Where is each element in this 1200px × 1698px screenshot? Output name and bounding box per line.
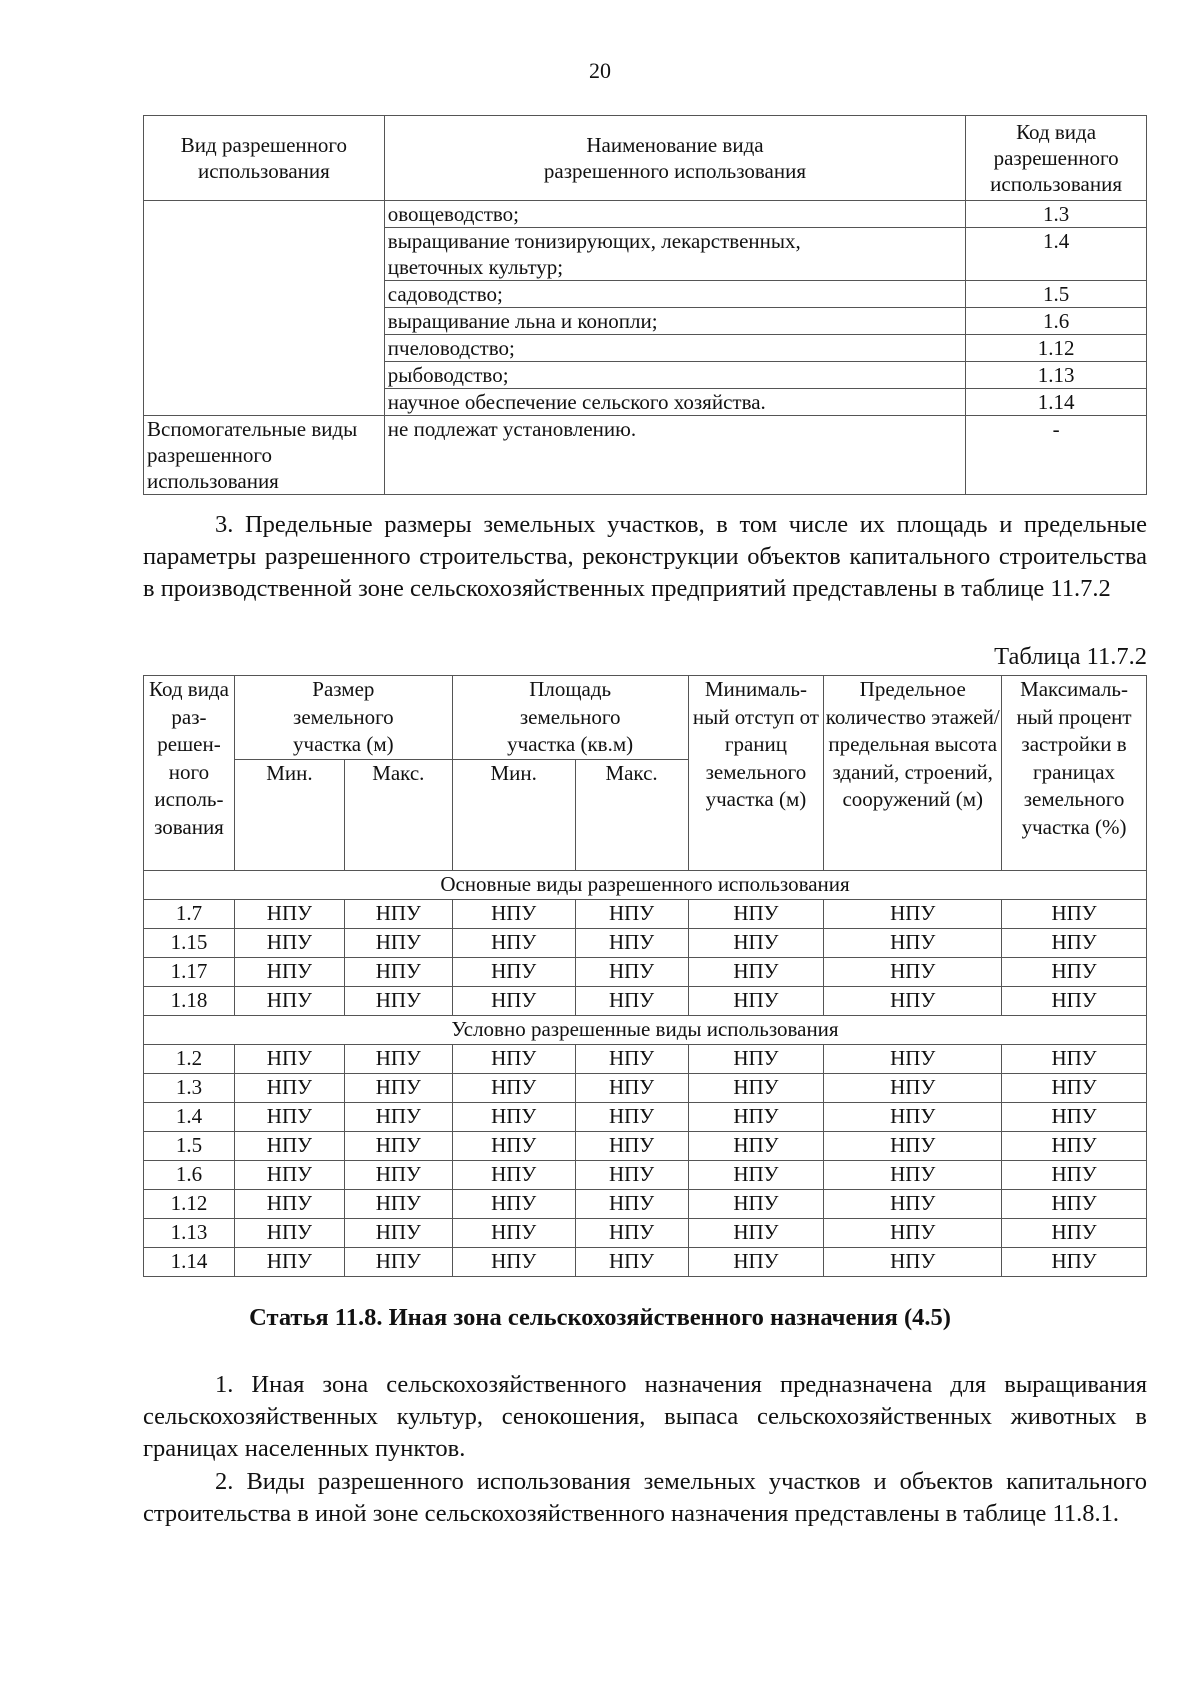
row-value: НПУ	[824, 1247, 1002, 1276]
table-row	[144, 1189, 1147, 1218]
row-value: НПУ	[344, 957, 452, 986]
table-row	[144, 1073, 1147, 1102]
row-value: НПУ	[452, 1044, 575, 1073]
row-value: НПУ	[234, 1189, 344, 1218]
row-value: НПУ	[1002, 928, 1147, 957]
use-code: 1.12	[966, 335, 1147, 362]
row-value: НПУ	[234, 1073, 344, 1102]
row-value: НПУ	[824, 986, 1002, 1015]
row-value: НПУ	[452, 1073, 575, 1102]
row-value: НПУ	[688, 1218, 824, 1247]
table-caption: Таблица 11.7.2	[994, 643, 1147, 670]
table-row	[144, 899, 1147, 928]
row-value: НПУ	[688, 899, 824, 928]
header-min-offset: Минималь-ный отступ от границ земельного участка (м)	[688, 676, 824, 871]
page-number: 20	[589, 58, 611, 83]
row-value: НПУ	[688, 957, 824, 986]
row-value: НПУ	[234, 1131, 344, 1160]
use-name: пчеловодство;	[384, 335, 965, 362]
row-value: НПУ	[1002, 1160, 1147, 1189]
row-code: 1.13	[144, 1218, 235, 1247]
row-value: НПУ	[824, 1189, 1002, 1218]
header-size-max: Макс.	[344, 759, 452, 870]
row-value: НПУ	[1002, 957, 1147, 986]
row-value: НПУ	[688, 986, 824, 1015]
row-code: 1.2	[144, 1044, 235, 1073]
row-value: НПУ	[688, 1131, 824, 1160]
use-name: садоводство;	[384, 281, 965, 308]
section-main: Основные виды разрешенного использования	[144, 870, 1147, 899]
article-paragraph-2: 2. Виды разрешенного использования земельных участков и объектов капитального строительства в иной зоне сельскохозяйственного назначения представлены в таблице 11.8.1.	[143, 1468, 1147, 1527]
row-value: НПУ	[1002, 1102, 1147, 1131]
row-code: 1.17	[144, 957, 235, 986]
row-value: НПУ	[344, 1247, 452, 1276]
row-value: НПУ	[575, 899, 688, 928]
row-value: НПУ	[824, 957, 1002, 986]
permitted-use-table	[143, 115, 1147, 495]
row-value: НПУ	[234, 928, 344, 957]
aux-use-type: Вспомогательные виды разрешенного использования	[144, 416, 385, 495]
header-plot-area: Площадь земельного участка (кв.м)	[452, 676, 688, 760]
empty-type-cell	[144, 201, 385, 416]
table-row	[144, 1160, 1147, 1189]
row-value: НПУ	[234, 1102, 344, 1131]
article-heading: Статья 11.8. Иная зона сельскохозяйственного назначения (4.5)	[249, 1304, 951, 1331]
row-value: НПУ	[1002, 1044, 1147, 1073]
table-row	[144, 1102, 1147, 1131]
row-value: НПУ	[824, 1218, 1002, 1247]
row-value: НПУ	[824, 1131, 1002, 1160]
use-name: рыбоводство;	[384, 362, 965, 389]
row-value: НПУ	[452, 1189, 575, 1218]
row-code: 1.6	[144, 1160, 235, 1189]
row-value: НПУ	[344, 1189, 452, 1218]
header-use-type: Вид разрешенного использования	[144, 116, 385, 201]
use-code: 1.4	[966, 228, 1147, 281]
row-value: НПУ	[575, 957, 688, 986]
row-value: НПУ	[452, 957, 575, 986]
header-use-name: Наименование вида разрешенного использования	[384, 116, 965, 201]
table-row	[144, 1044, 1147, 1073]
row-value: НПУ	[575, 1189, 688, 1218]
row-code: 1.18	[144, 986, 235, 1015]
row-code: 1.5	[144, 1131, 235, 1160]
section-conditional: Условно разрешенные виды использования	[144, 1015, 1147, 1044]
row-value: НПУ	[1002, 986, 1147, 1015]
table-row	[144, 986, 1147, 1015]
row-value: НПУ	[234, 899, 344, 928]
row-code: 1.12	[144, 1189, 235, 1218]
row-value: НПУ	[824, 1073, 1002, 1102]
row-value: НПУ	[824, 1102, 1002, 1131]
row-value: НПУ	[344, 928, 452, 957]
row-value: НПУ	[452, 986, 575, 1015]
table-row	[144, 1247, 1147, 1276]
row-value: НПУ	[452, 1218, 575, 1247]
row-value: НПУ	[234, 957, 344, 986]
row-value: НПУ	[1002, 899, 1147, 928]
row-value: НПУ	[824, 1044, 1002, 1073]
row-value: НПУ	[452, 899, 575, 928]
row-value: НПУ	[824, 899, 1002, 928]
row-value: НПУ	[688, 1247, 824, 1276]
header-plot-size: Размер земельного участка (м)	[234, 676, 452, 760]
row-value: НПУ	[575, 986, 688, 1015]
use-name: выращивание льна и конопли;	[384, 308, 965, 335]
row-value: НПУ	[344, 899, 452, 928]
use-code: 1.6	[966, 308, 1147, 335]
use-name: выращивание тонизирующих, лекарственных, цветочных культур;	[384, 228, 965, 281]
row-value: НПУ	[575, 928, 688, 957]
row-value: НПУ	[452, 928, 575, 957]
header-use-code: Код вида разрешенного использования	[966, 116, 1147, 201]
row-value: НПУ	[452, 1131, 575, 1160]
row-value: НПУ	[234, 1160, 344, 1189]
row-value: НПУ	[234, 1044, 344, 1073]
row-value: НПУ	[344, 1073, 452, 1102]
row-value: НПУ	[234, 1218, 344, 1247]
row-value: НПУ	[575, 1073, 688, 1102]
table-row	[144, 957, 1147, 986]
row-value: НПУ	[688, 1044, 824, 1073]
row-value: НПУ	[344, 986, 452, 1015]
row-value: НПУ	[1002, 1189, 1147, 1218]
row-value: НПУ	[452, 1102, 575, 1131]
row-value: НПУ	[575, 1044, 688, 1073]
table-row	[144, 201, 1147, 228]
aux-use-name: не подлежат установлению.	[384, 416, 965, 495]
row-value: НПУ	[688, 1160, 824, 1189]
paragraph-3: 3. Предельные размеры земельных участков, в том числе их площадь и предельные параметры разрешенного строительства, реконструкции объектов капитального строительства в производственной зоне сельскохозяйственных предприятий представлены в таблице 11.7.2	[143, 511, 1147, 602]
row-value: НПУ	[688, 1102, 824, 1131]
use-code: 1.13	[966, 362, 1147, 389]
row-value: НПУ	[575, 1102, 688, 1131]
row-value: НПУ	[575, 1218, 688, 1247]
row-value: НПУ	[688, 1189, 824, 1218]
row-value: НПУ	[688, 928, 824, 957]
row-value: НПУ	[575, 1247, 688, 1276]
table-row	[144, 1131, 1147, 1160]
table-row	[144, 1218, 1147, 1247]
row-value: НПУ	[575, 1160, 688, 1189]
header-area-min: Мин.	[452, 759, 575, 870]
use-code: 1.5	[966, 281, 1147, 308]
row-value: НПУ	[688, 1073, 824, 1102]
article-paragraph-1: 1. Иная зона сельскохозяйственного назначения предназначена для выращивания сельскохозяйственных культур, сенокошения, выпаса сельскохозяйственных животных в границах населенных пунктов.	[143, 1371, 1147, 1462]
header-area-max: Макс.	[575, 759, 688, 870]
row-code: 1.3	[144, 1073, 235, 1102]
row-value: НПУ	[575, 1131, 688, 1160]
table-row-auxiliary	[144, 416, 1147, 495]
row-code: 1.4	[144, 1102, 235, 1131]
use-code: 1.3	[966, 201, 1147, 228]
row-value: НПУ	[234, 1247, 344, 1276]
row-value: НПУ	[824, 928, 1002, 957]
use-name: овощеводство;	[384, 201, 965, 228]
header-code: Код вида раз-решен-ного исполь-зования	[144, 676, 235, 871]
row-value: НПУ	[452, 1160, 575, 1189]
row-value: НПУ	[1002, 1247, 1147, 1276]
use-name: научное обеспечение сельского хозяйства.	[384, 389, 965, 416]
row-value: НПУ	[344, 1131, 452, 1160]
row-value: НПУ	[1002, 1073, 1147, 1102]
parameters-table	[143, 675, 1147, 1277]
table-row	[144, 928, 1147, 957]
row-code: 1.14	[144, 1247, 235, 1276]
row-value: НПУ	[234, 986, 344, 1015]
row-value: НПУ	[344, 1218, 452, 1247]
row-value: НПУ	[344, 1102, 452, 1131]
row-value: НПУ	[452, 1247, 575, 1276]
header-max-percent: Максималь-ный процент застройки в границах земельного участка (%)	[1002, 676, 1147, 871]
row-value: НПУ	[1002, 1218, 1147, 1247]
row-value: НПУ	[344, 1160, 452, 1189]
row-value: НПУ	[1002, 1131, 1147, 1160]
row-value: НПУ	[344, 1044, 452, 1073]
use-code: 1.14	[966, 389, 1147, 416]
row-value: НПУ	[824, 1160, 1002, 1189]
header-size-min: Мин.	[234, 759, 344, 870]
aux-use-code: -	[966, 416, 1147, 495]
header-floors: Предельное количество этажей/ предельная высота зданий, строений, сооружений (м)	[824, 676, 1002, 871]
row-code: 1.15	[144, 928, 235, 957]
row-code: 1.7	[144, 899, 235, 928]
